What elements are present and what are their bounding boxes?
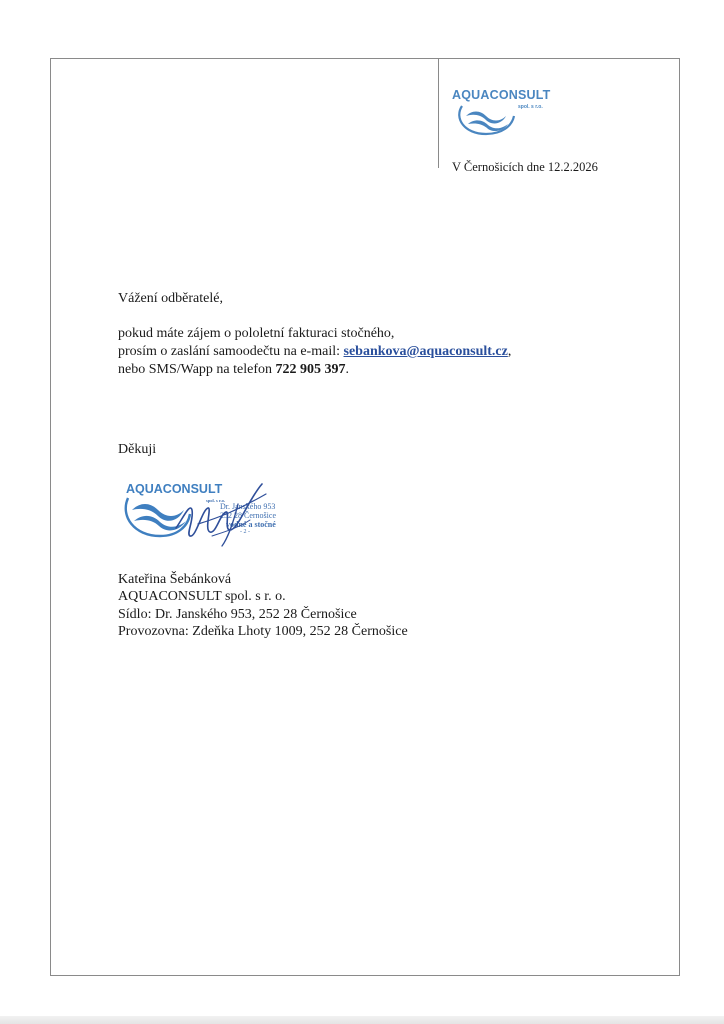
date-line: V Černošicích dne 12.2.2026 xyxy=(452,160,598,174)
signer-name: Kateřina Šebánková xyxy=(118,572,232,587)
body-line-2-end: , xyxy=(507,344,512,359)
stamp-city: 252 28 Černošice xyxy=(220,511,276,520)
stamp-service: vodné a stočné xyxy=(226,520,276,529)
logo-name: AQUACONSULT xyxy=(452,88,551,102)
phone-number: 722 905 397 xyxy=(275,362,346,377)
body-line-2 xyxy=(118,343,511,361)
header-divider xyxy=(438,58,439,168)
signature-block xyxy=(118,571,408,640)
body-line-3-text: nebo SMS/Wapp na telefon xyxy=(118,362,276,377)
stamp-number: - 2 - xyxy=(240,529,250,535)
body-line-3 xyxy=(118,361,511,379)
email-link[interactable]: sebankova@aquaconsult.cz xyxy=(343,344,508,359)
signer-company: AQUACONSULT spol. s r. o. xyxy=(118,589,286,605)
wave-logo-icon xyxy=(456,104,518,136)
thanks: Děkuji xyxy=(118,442,157,457)
stamp-address: Dr. Janského 953 xyxy=(220,502,276,511)
handwritten-signature xyxy=(168,480,278,550)
stamp-suffix: spol. s r.o. xyxy=(206,498,225,503)
greeting: Vážení odběratelé, xyxy=(118,291,223,306)
body-line-2-text: prosím o zaslání samoodečtu na e-mail: xyxy=(118,344,344,359)
body-line-3-end: . xyxy=(345,362,350,377)
logo-suffix: spol. s r.o. xyxy=(518,104,543,110)
company-office: Provozovna: Zdeňka Lhoty 1009, 252 28 Černošice xyxy=(118,623,408,639)
page-bottom-edge xyxy=(0,1016,724,1024)
company-logo xyxy=(452,84,562,146)
body-line-1: pokud máte zájem o pololetní fakturaci stočného, xyxy=(118,326,395,341)
stamp-name: AQUACONSULT xyxy=(126,482,223,496)
letter-body xyxy=(118,325,511,379)
company-seat: Sídlo: Dr. Janského 953, 252 28 Černošice xyxy=(118,606,357,622)
